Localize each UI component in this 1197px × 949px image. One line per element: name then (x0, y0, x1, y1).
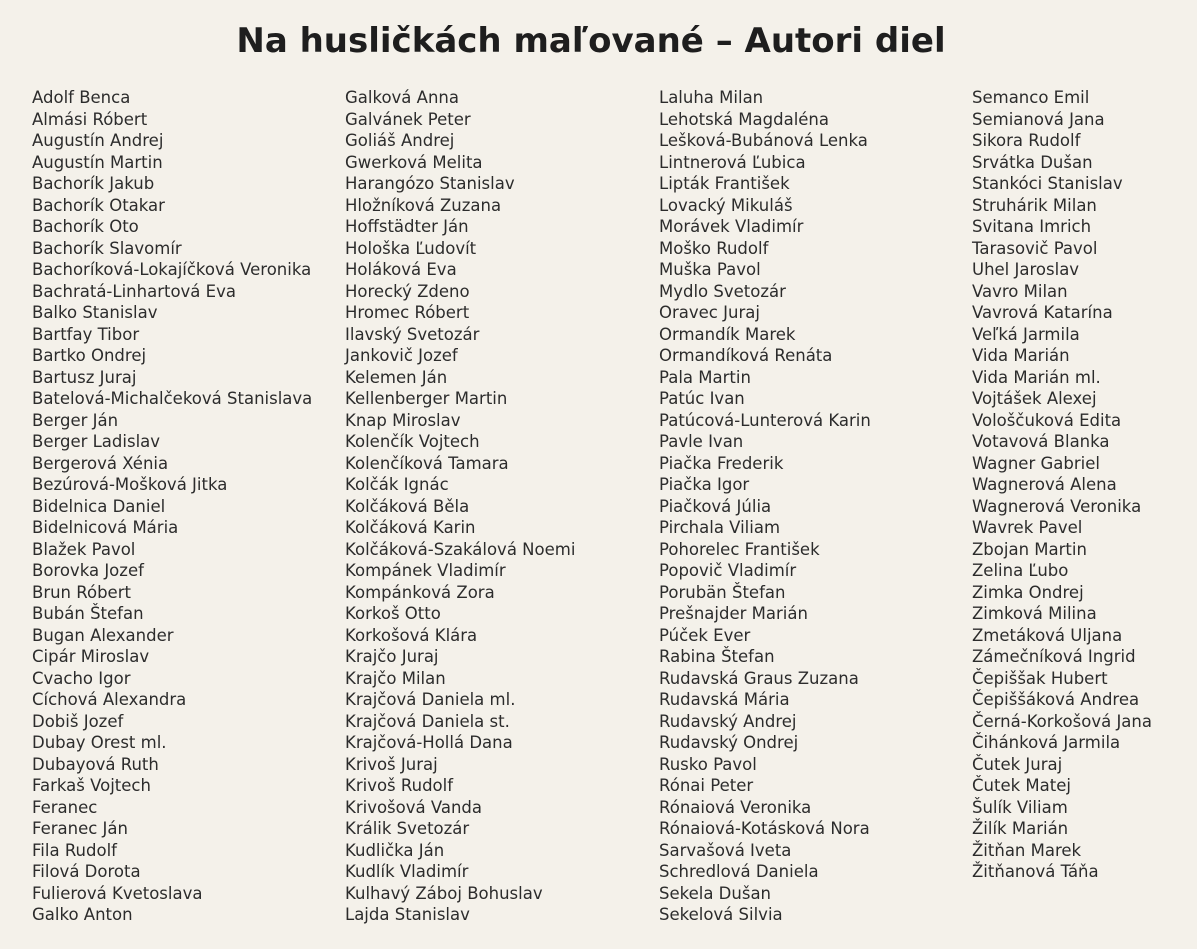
author-name: Pala Martin (659, 367, 751, 387)
author-name: Kudlík Vladimír (345, 862, 469, 881)
author-name: Ilavský Svetozár (345, 324, 480, 344)
author-name: Piačková Júlia (659, 496, 772, 516)
author-name: Čihánková Jarmila (972, 733, 1121, 752)
author-name: Rudavský Andrej (659, 711, 797, 731)
author-name: Kompánková Zora (345, 582, 495, 602)
author-name: Wagnerová Alena (972, 475, 1117, 494)
author-name: Lovacký Mikuláš (659, 195, 793, 215)
author-name: Zimková Milina (972, 604, 1097, 623)
author-name: Semianová Jana (972, 109, 1105, 129)
author-name: Augustín Martin (32, 152, 163, 172)
author-name: Farkaš Vojtech (32, 776, 151, 795)
author-name: Hološka Ľudovít (345, 238, 477, 258)
author-name: Pohorelec František (659, 539, 820, 559)
author-name: Kelemen Ján (345, 367, 448, 387)
author-name: Knap Miroslav (345, 410, 461, 430)
author-name: Tarasovič Pavol (972, 238, 1098, 258)
author-name: Mydlo Svetozár (659, 281, 786, 301)
author-name: Kolčáková-Szakálová Noemi (345, 539, 576, 559)
author-name: Laluha Milan (659, 88, 764, 107)
author-name: Korkošová Klára (345, 625, 478, 645)
author-name: Berger Ján (32, 410, 119, 430)
author-name: Bezúrová-Mošková Jitka (32, 475, 228, 494)
author-name: Korkoš Otto (345, 604, 441, 623)
author-name: Zimka Ondrej (972, 582, 1084, 602)
author-name: Hromec Róbert (345, 303, 470, 322)
author-name: Brun Róbert (32, 582, 131, 602)
author-name: Rudavský Ondrej (659, 733, 799, 752)
author-name: Krajčová Daniela st. (345, 711, 510, 731)
author-name: Adolf Benca (32, 88, 131, 107)
author-name: Borovka Jozef (32, 561, 144, 580)
author-name: Feranec (32, 797, 98, 817)
author-name: Balko Stanislav (32, 303, 158, 322)
author-name: Galko Anton (32, 905, 133, 924)
author-name: Krajčová Daniela ml. (345, 690, 516, 709)
author-name: Porubän Štefan (659, 582, 786, 602)
author-name: Galková Anna (345, 88, 459, 107)
author-name: Rónaiová Veronika (659, 797, 812, 817)
author-name: Púček Ever (659, 625, 751, 645)
author-name: Cvacho Igor (32, 668, 131, 688)
author-name: Lipták František (659, 174, 790, 193)
author-name: Dubay Orest ml. (32, 733, 167, 752)
author-name: Bachorík Jakub (32, 174, 155, 193)
author-name: Feranec Ján (32, 819, 128, 838)
author-name: Vojtášek Alexej (972, 389, 1097, 408)
author-name: Bubán Štefan (32, 604, 144, 623)
author-name: Kolenčík Vojtech (345, 432, 480, 451)
page-title: Na husličkách maľované – Autori diel (236, 21, 946, 61)
author-name: Bartusz Juraj (32, 367, 137, 387)
author-name: Vida Marián (972, 346, 1070, 365)
author-name: Hoffstädter Ján (345, 217, 469, 236)
author-name: Vavrová Katarína (972, 303, 1113, 322)
author-name: Patúcová-Lunterová Karin (659, 410, 871, 430)
author-name: Filová Dorota (32, 862, 141, 881)
author-name: Bachorík Otakar (32, 195, 165, 215)
author-name: Sekela Dušan (659, 883, 772, 903)
author-name: Holáková Eva (345, 260, 457, 279)
author-name: Horecký Zdeno (345, 281, 470, 301)
author-name: Vida Marián ml. (972, 367, 1101, 387)
author-name: Kolčák Ignác (345, 475, 449, 494)
author-name: Krivoš Juraj (345, 754, 438, 774)
author-name: Žitňanová Táňa (972, 862, 1099, 881)
author-name: Gwerková Melita (345, 152, 483, 172)
author-name: Batelová-Michalčeková Stanislava (32, 389, 313, 408)
author-name: Vavro Milan (972, 281, 1068, 301)
author-name: Pavle Ivan (659, 432, 744, 451)
author-name: Prešnajder Marián (659, 604, 808, 623)
author-name: Fila Rudolf (32, 840, 117, 860)
author-name: Šulík Viliam (972, 797, 1068, 817)
author-name: Wavrek Pavel (972, 518, 1083, 537)
author-name: Kellenberger Martin (345, 389, 508, 408)
author-name: Čepiššáková Andrea (972, 690, 1140, 709)
author-name: Kolčáková Běla (345, 496, 470, 516)
author-name: Žitňan Marek (972, 840, 1082, 860)
author-name: Sarvašová Iveta (659, 840, 792, 860)
author-name: Kolenčíková Tamara (345, 453, 509, 473)
author-name: Ormandík Marek (659, 324, 796, 344)
author-name: Muška Pavol (659, 260, 761, 279)
author-name: Bidelnica Daniel (32, 496, 166, 516)
author-name: Struhárik Milan (972, 195, 1097, 215)
author-name: Vološčuková Edita (972, 410, 1122, 430)
author-name: Cíchová Alexandra (32, 690, 187, 709)
author-name: Votavová Blanka (972, 432, 1110, 451)
author-name: Kolčáková Karin (345, 518, 476, 537)
author-name: Svitana Imrich (972, 217, 1092, 236)
author-name: Lintnerová Ľubica (659, 152, 806, 172)
author-name: Krivoš Rudolf (345, 776, 454, 795)
author-name: Rabina Štefan (659, 647, 775, 666)
author-name: Bachorík Slavomír (32, 238, 182, 258)
author-name: Jankovič Jozef (345, 346, 458, 365)
author-column-2 (345, 87, 575, 926)
author-name: Fulierová Kvetoslava (32, 883, 203, 903)
author-name: Dubayová Ruth (32, 754, 159, 774)
author-name: Bartfay Tibor (32, 324, 140, 344)
author-column-4 (972, 87, 1152, 883)
author-name: Augustín Andrej (32, 131, 164, 150)
author-name: Lajda Stanislav (345, 905, 470, 924)
author-name: Bergerová Xénia (32, 453, 169, 473)
author-name: Bachoríková-Lokajíčková Veronika (32, 260, 312, 279)
author-name: Zelina Ľubo (972, 561, 1069, 580)
author-name: Popovič Vladimír (659, 561, 797, 580)
author-name: Cipár Miroslav (32, 647, 150, 666)
author-name: Krajčo Juraj (345, 647, 439, 666)
author-name: Lešková-Bubánová Lenka (659, 131, 868, 150)
author-name: Zmetáková Uljana (972, 625, 1123, 645)
author-name: Čepiššak Hubert (972, 668, 1108, 688)
author-name: Piačka Frederik (659, 453, 784, 473)
author-name: Pirchala Viliam (659, 518, 781, 537)
author-name: Galvánek Peter (345, 109, 471, 129)
author-name: Dobiš Jozef (32, 711, 124, 731)
author-name: Kudlička Ján (345, 840, 445, 860)
author-name: Almási Róbert (32, 109, 148, 129)
author-name: Berger Ladislav (32, 432, 161, 451)
author-name: Patúc Ivan (659, 389, 745, 408)
author-name: Čutek Matej (972, 776, 1071, 795)
author-name: Bachratá-Linhartová Eva (32, 281, 236, 301)
author-name: Rónaiová-Kotásková Nora (659, 819, 870, 838)
author-name: Uhel Jaroslav (972, 260, 1080, 279)
author-name: Krivošová Vanda (345, 797, 483, 817)
author-name: Wagnerová Veronika (972, 496, 1142, 516)
author-name: Kompánek Vladimír (345, 561, 506, 580)
author-name: Sikora Rudolf (972, 131, 1081, 150)
author-name: Bartko Ondrej (32, 346, 147, 365)
author-name: Ormandíková Renáta (659, 346, 833, 365)
author-name: Rusko Pavol (659, 754, 757, 774)
author-name: Blažek Pavol (32, 539, 136, 559)
author-name: Lehotská Magdaléna (659, 109, 830, 129)
author-name: Žilík Marián (972, 819, 1069, 838)
author-name: Semanco Emil (972, 88, 1090, 107)
author-name: Zbojan Martin (972, 539, 1087, 559)
author-name: Rudavská Mária (659, 690, 790, 709)
author-name: Hložníková Zuzana (345, 195, 502, 215)
author-name: Bachorík Oto (32, 217, 139, 236)
author-name: Králik Svetozár (345, 819, 470, 838)
author-column-3 (659, 87, 871, 926)
author-name: Srvátka Dušan (972, 152, 1093, 172)
author-name: Harangózo Stanislav (345, 174, 515, 193)
author-name: Wagner Gabriel (972, 453, 1100, 473)
author-name: Morávek Vladimír (659, 217, 804, 236)
author-name: Krajčová-Hollá Dana (345, 733, 513, 752)
author-name: Bidelnicová Mária (32, 518, 179, 537)
author-name: Moško Rudolf (659, 238, 769, 258)
author-name: Černá-Korkošová Jana (972, 711, 1152, 731)
author-name: Čutek Juraj (972, 754, 1063, 774)
author-name: Krajčo Milan (345, 668, 446, 688)
author-name: Goliáš Andrej (345, 131, 455, 150)
author-name: Piačka Igor (659, 475, 750, 494)
author-name: Veľká Jarmila (972, 324, 1080, 344)
author-name: Kulhavý Záboj Bohuslav (345, 883, 543, 903)
author-name: Schredlová Daniela (659, 862, 819, 881)
author-name: Oravec Juraj (659, 303, 760, 322)
author-name: Bugan Alexander (32, 625, 174, 645)
author-name: Sekelová Silvia (659, 905, 783, 924)
author-name: Rudavská Graus Zuzana (659, 668, 859, 688)
author-name: Zámečníková Ingrid (972, 647, 1136, 666)
author-name: Rónai Peter (659, 776, 754, 795)
author-name: Stankóci Stanislav (972, 174, 1123, 193)
author-column-1 (32, 87, 312, 926)
